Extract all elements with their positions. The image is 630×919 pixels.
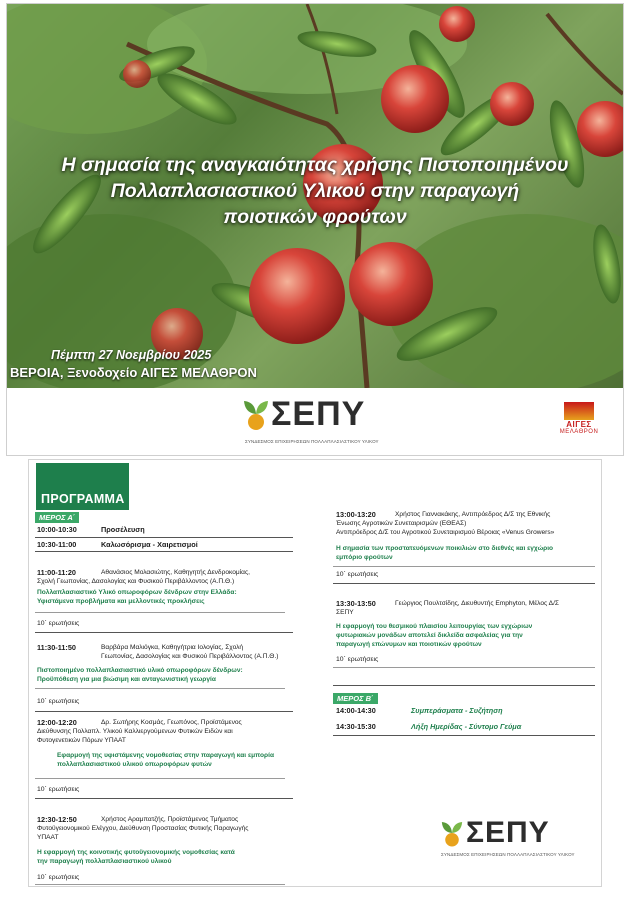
session-title: Καλωσόρισμα - Χαιρετισμοί — [101, 540, 198, 549]
speaker-affiliation: Γεωπονίας, Δασολογίας και Φυσικού Περιβάλλοντος (Α.Π.Θ.) — [101, 653, 279, 660]
session-time: 13:30-13:50 — [336, 599, 376, 608]
speaker-affiliation: Ένωσης Αγροτικών Συνεταιρισμών (ΕΘΕΑΣ) — [336, 520, 467, 527]
questions-note: 10΄ ερωτήσεις — [37, 698, 80, 705]
divider — [35, 632, 293, 633]
session-title: Προσέλευση — [101, 525, 145, 534]
session-time: 11:30-11:50 — [37, 643, 76, 652]
speaker-info: Χρήστος Γιαννακάκης, Αντιπρόεδρος Δ/Σ της Εθνικής — [395, 511, 551, 518]
aiges-logo: ΑΙΓΕΣ ΜΕΛΑΘΡΟΝ — [552, 402, 606, 446]
talk-title: Πιστοποιημένο πολλαπλασιαστικό υλικό οπωροφόρων δένδρων: Προϋπόθεση για μια βιώσιμη και ανταγωνιστική γεωργία — [37, 667, 243, 683]
speaker-info: Βαρβάρα Μαλιόγκα, Καθηγήτρια Ιολογίας, Σχολή — [101, 644, 244, 651]
talk-title: Η εφαρμογή της κοινοτικής φυτοϋγειονομικής νομοθεσίας κατά την παραγωγή πολλαπλασιαστικού υλικού — [37, 849, 235, 865]
session-title: Συμπεράσματα - Συζήτηση — [411, 706, 503, 715]
session-title: Λήξη Ημερίδας - Σύντομο Γεύμα — [411, 722, 522, 731]
speaker-affiliation: Αντιπρόεδρος Δ/Σ του Αγροτικού Συνεταιρισμού Βέροιας «Venus Growers» — [336, 529, 555, 536]
speaker-affiliation: Διεύθυνσης Πολλαπλ. Υλικού Καλλιεργούμενων Φυτικών Ειδών και — [37, 728, 233, 735]
session-time: 13:00-13:20 — [336, 510, 376, 519]
speaker-info: Γεώργιος Πουλτσίδης, Διευθυντής Emphyton, Μέλος Δ/Σ — [395, 600, 559, 607]
program-sheet — [28, 459, 602, 887]
aiges-emblem-icon — [564, 402, 594, 420]
event-poster — [6, 3, 624, 456]
divider — [35, 537, 293, 538]
sepy-logo: ΣΕΠΥ — [441, 818, 550, 848]
hero-image — [7, 4, 623, 388]
talk-title: Πολλαπλασιαστικό Υλικό οπωροφόρων δένδρων στην Ελλάδα: Υφιστάμενα προβλήματα και μελλοντικές προκλήσεις — [37, 589, 237, 605]
speaker-affiliation: Σχολή Γεωπονίας, Δασολογίας και Φυσικού Περιβάλλοντος (Α.Π.Θ.) — [37, 578, 235, 585]
questions-note: 10΄ ερωτήσεις — [37, 620, 80, 627]
event-venue: ΒΕΡΟΙΑ, Ξενοδοχείο ΑΙΓΕΣ ΜΕΛΑΘΡΟΝ — [10, 365, 257, 380]
speaker-info: Χρήστος Αραμπατζής, Προϊστάμενος Τμήματος — [101, 816, 239, 823]
divider — [333, 566, 595, 567]
leaf-logo-icon — [441, 818, 463, 848]
session-time: 14:00-14:30 — [336, 706, 376, 715]
divider — [35, 778, 285, 779]
session-time: 11:00-11:20 — [37, 568, 76, 577]
speaker-info: Δρ. Σωτήρης Κοσμάς, Γεωπόνος, Προϊστάμενος — [101, 719, 242, 726]
poster-title: Η σημασία της αναγκαιότητας χρήσης Πιστοποιημένου Πολλαπλασιαστικού Υλικού στην παραγωγή ποιοτικών φρούτων — [61, 154, 569, 228]
sepy-subtitle: ΣΥΝΔΕΣΜΟΣ ΕΠΙΧΕΙΡΗΣΕΩΝ ΠΟΛΛΑΠΛΑΣΙΑΣΤΙΚΟΥ ΥΛΙΚΟΥ — [441, 852, 575, 857]
speaker-affiliation: ΣΕΠΥ — [336, 609, 354, 616]
session-time: 12:00-12:20 — [37, 718, 77, 727]
divider — [333, 667, 595, 668]
part-b-badge: ΜΕΡΟΣ Β΄ — [333, 693, 378, 704]
divider — [35, 688, 285, 689]
logo-bar — [7, 388, 623, 455]
part-a-badge: ΜΕΡΟΣ Α΄ — [35, 512, 79, 523]
talk-title: Η εφαρμογή του θεσμικού πλαισίου λειτουργίας των εγχώριων φυτωριακών μονάδων αποτελεί δικλείδα ασφαλείας για την παραγωγή επώνυμων και ποιοτικών φρούτων — [336, 623, 533, 648]
program-heading: ΠΡΟΓΡΑΜΜΑ — [36, 463, 129, 510]
speaker-affiliation: Φυτογενετικών Πόρων ΥΠΑΑΤ — [37, 737, 126, 744]
session-time: 10:30-11:00 — [37, 540, 77, 549]
speaker-affiliation: ΥΠΑΑΤ — [37, 834, 59, 841]
speaker-affiliation: Φυτοϋγειονομικού Ελέγχου, Διεύθυνση Προστασίας Φυτικής Παραγωγής — [37, 825, 249, 832]
event-date: Πέμπτη 27 Νοεμβρίου 2025 — [51, 348, 212, 362]
divider — [35, 884, 285, 885]
leaf-logo-icon — [243, 397, 269, 431]
talk-title: Εφαρμογή της υφιστάμενης νομοθεσίας στην παραγωγή και εμπορία πολλαπλασιαστικού υλικού οπωροφόρων φυτών — [57, 752, 274, 768]
questions-note: 10΄ ερωτήσεις — [336, 656, 379, 663]
questions-note: 10΄ ερωτήσεις — [336, 571, 379, 578]
session-time: 10:00-10:30 — [37, 525, 77, 534]
talk-title: Η σημασία των προστατευόμενων ποικιλιών στο διεθνές και εγχώριο εμπόριο φρούτων — [336, 545, 554, 561]
sepy-logo: ΣΕΠΥ — [243, 397, 365, 431]
questions-note: 10΄ ερωτήσεις — [37, 786, 80, 793]
divider — [35, 551, 293, 552]
speaker-info: Αθανάσιος Μολασιώτης, Καθηγητής Δενδροκομίας, — [101, 569, 250, 576]
divider — [333, 685, 595, 686]
sepy-subtitle: ΣΥΝΔΕΣΜΟΣ ΕΠΙΧΕΙΡΗΣΕΩΝ ΠΟΛΛΑΠΛΑΣΙΑΣΤΙΚΟΥ ΥΛΙΚΟΥ — [245, 439, 379, 444]
divider — [35, 711, 293, 712]
divider — [35, 798, 293, 799]
questions-note: 10΄ ερωτήσεις — [37, 874, 80, 881]
divider — [35, 612, 285, 613]
divider — [333, 735, 595, 736]
session-time: 12:30-12:50 — [37, 815, 77, 824]
divider — [333, 583, 595, 584]
session-time: 14:30-15:30 — [336, 722, 376, 731]
